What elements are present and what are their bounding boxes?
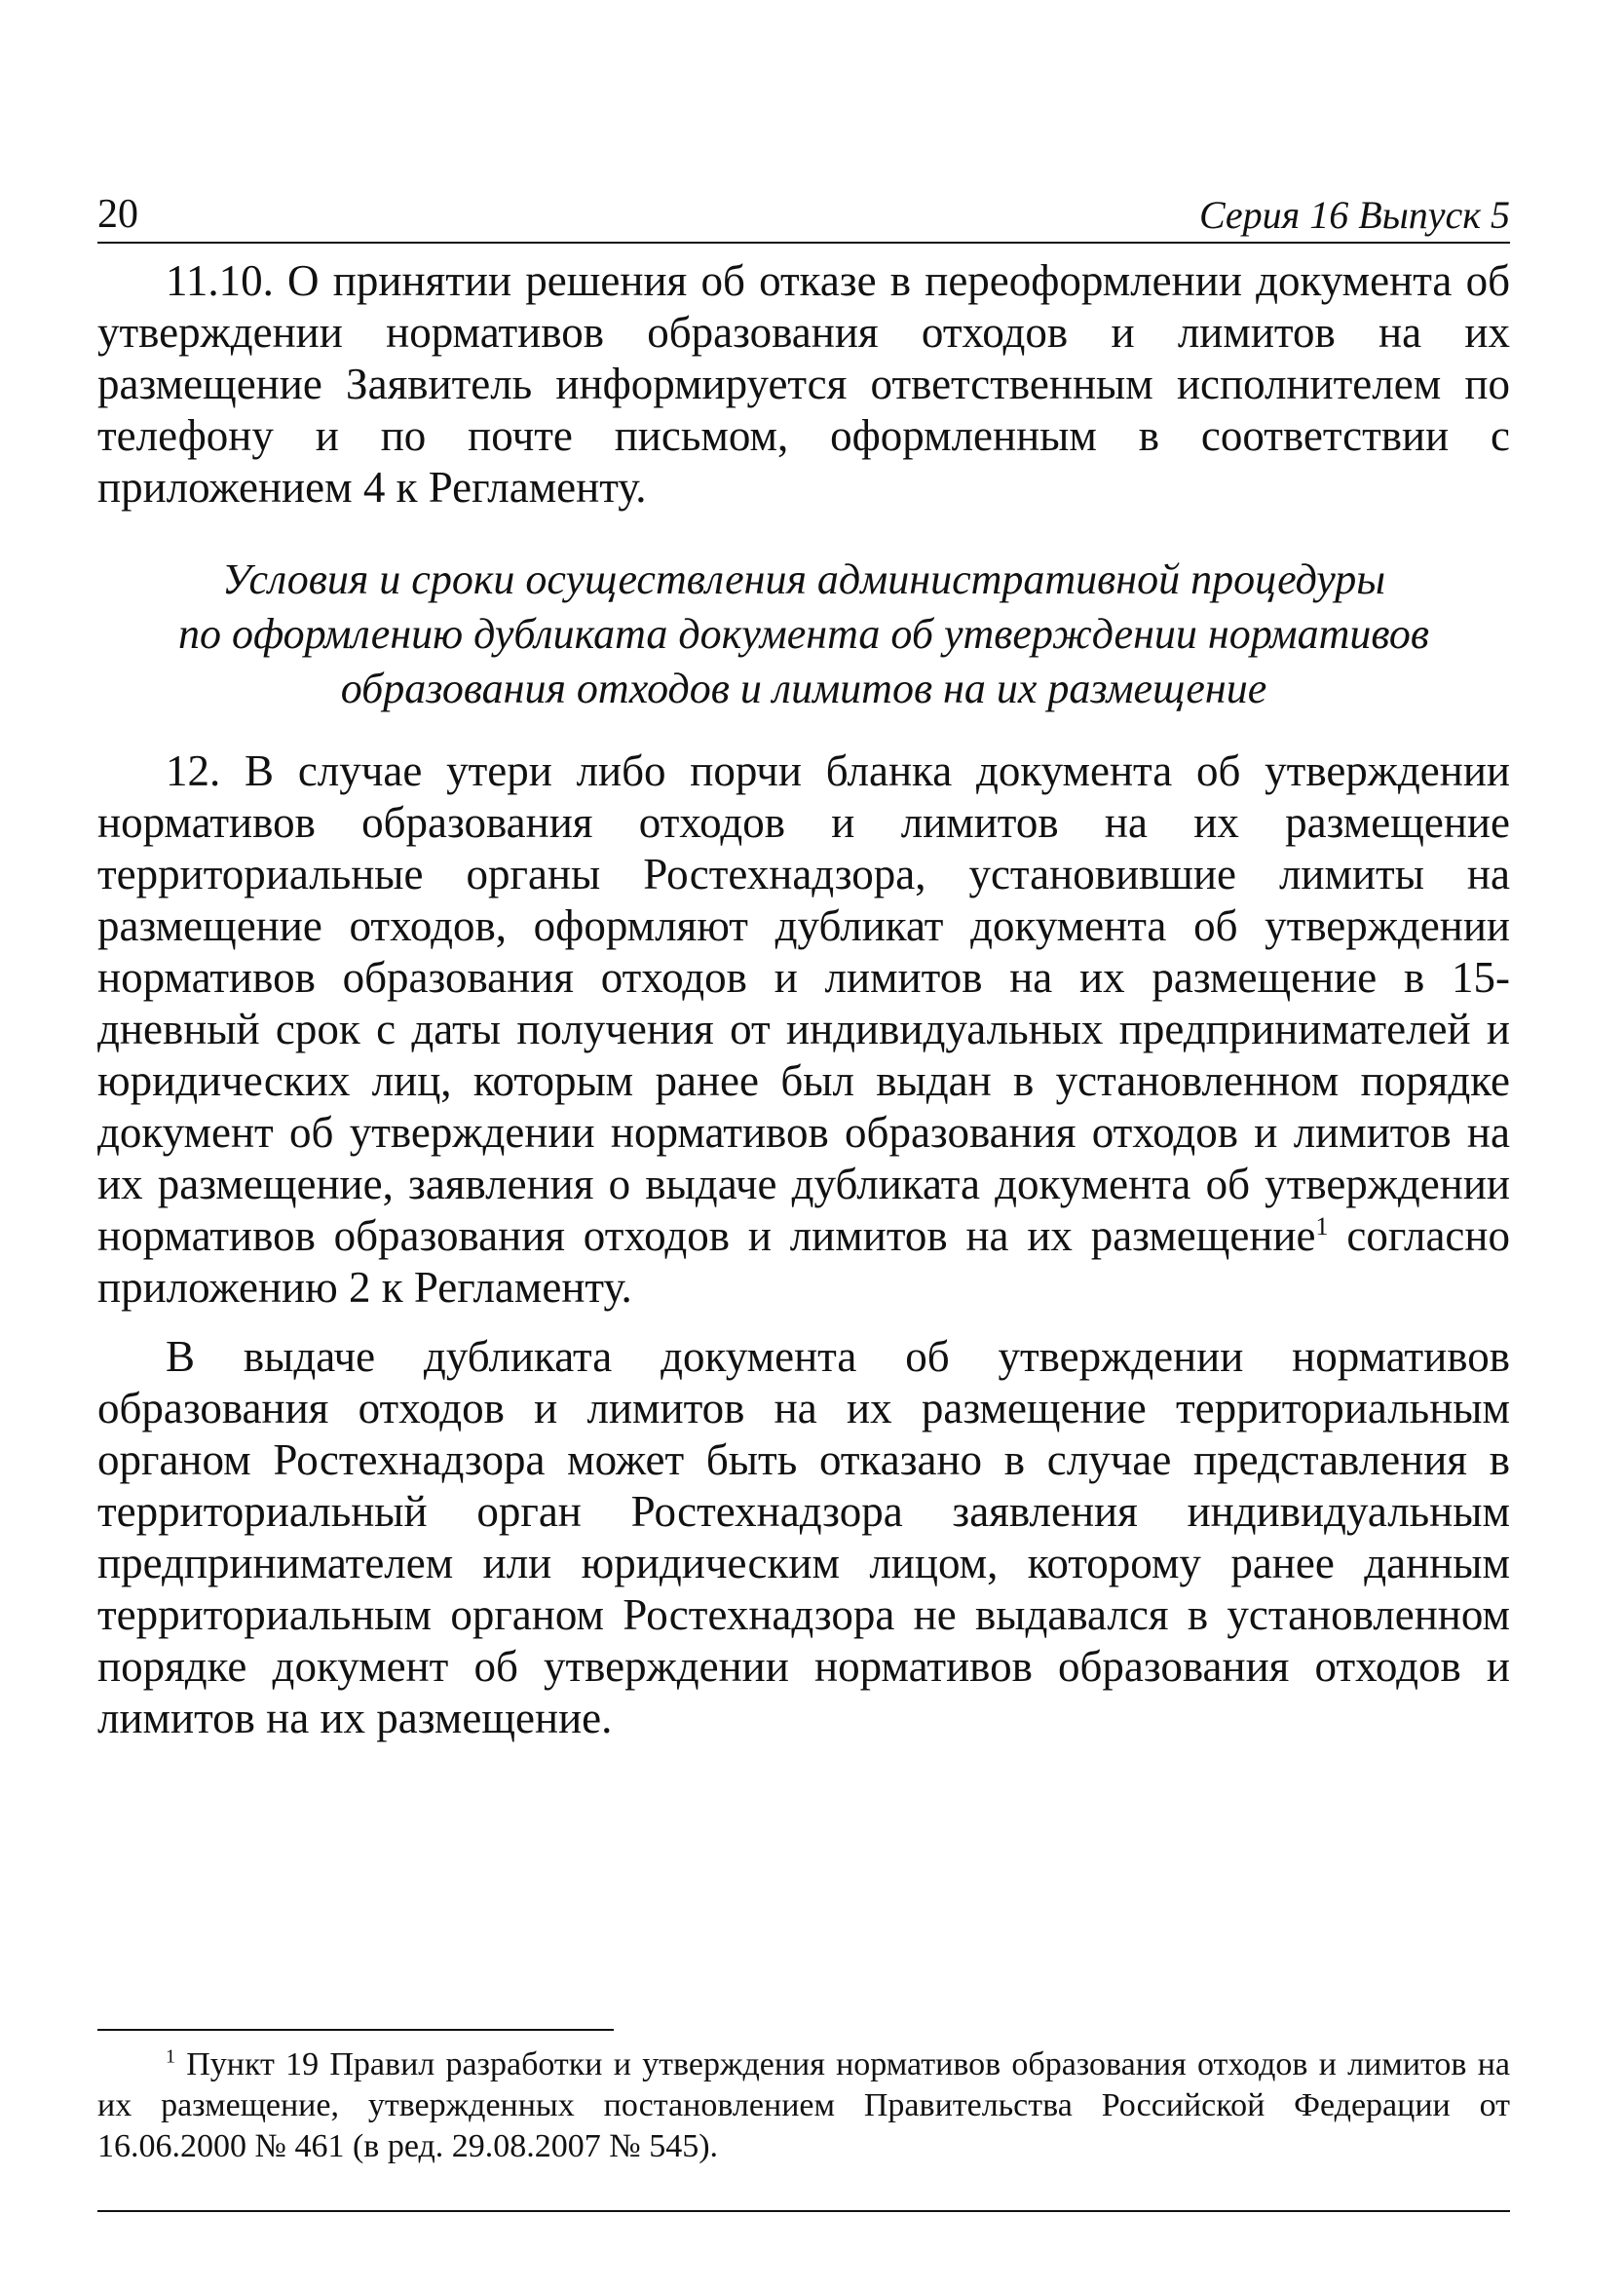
page-number: 20	[97, 192, 138, 237]
paragraph-12-tail: согласно приложению 2 к Регламенту.	[97, 1211, 1510, 1312]
heading-line: образования отходов и лимитов на их размещение	[340, 665, 1267, 712]
heading-line: по оформлению дубликата документа об утверждении нормативов	[177, 610, 1430, 658]
footnote-reference[interactable]: 1	[1315, 1212, 1329, 1241]
page-header	[97, 185, 1510, 244]
footnote-text: Пункт 19 Правил разработки и утверждения нормативов образования отходов и лимитов на их размещение, утвержденных постановлением Правительства Российской Федерации от 16.06.2000 № 461 (в ред. 29.08.2007 № 545).	[97, 2046, 1510, 2164]
section-heading	[97, 553, 1510, 716]
paragraph-refusal: В выдаче дубликата документа об утверждении нормативов образования отходов и лимитов на их размещение территориальным органом Ростехнадзора может быть отказано в случае представления в территориальный орган Ростехнадзора заявления индивидуальным предпринимателем или юридическим лицом, которому ранее данным территориальным органом Ростехнадзора не выдавался в установленном порядке документ об утверждении нормативов образования отходов и лимитов на их размещение.	[97, 1332, 1510, 1742]
heading-line: Условия и сроки осуществления административной процедуры	[221, 555, 1386, 603]
paragraph-12	[97, 745, 1510, 1314]
footnote-mark: 1	[166, 2045, 175, 2068]
paragraph-11-10: 11.10. О принятии решения об отказе в переоформлении документа об утверждении нормативов образования отходов и лимитов на их размещение Заявитель информируется ответственным исполнителем по телефону и по почте письмом, оформленным в соответствии с приложением 4 к Регламенту.	[97, 256, 1510, 512]
paragraph-12-text: 12. В случае утери либо порчи бланка документа об утверждении нормативов образования отходов и лимитов на их размещение территориальные органы Ростехнадзора, установившие лимиты на размещение отходов, оформляют дубликат документа об утверждении нормативов образования отходов и лимитов на их размещение в 15-дневный срок с даты получения от индивидуальных предпринимателей и юридических лиц, которым ранее был выдан в установленном порядке документ об утверждении нормативов образования отходов и лимитов на их размещение, заявления о выдаче дубликата документа об утверждении нормативов образования отходов и лимитов на их размещение	[97, 746, 1510, 1260]
footnote-text-block	[97, 2044, 1510, 2167]
bottom-divider	[97, 2210, 1510, 2212]
main-text	[97, 255, 1510, 1744]
series-label: Серия 16 Выпуск 5	[1198, 193, 1510, 237]
footnote	[97, 2044, 1510, 2167]
footnote-divider	[97, 2029, 614, 2031]
